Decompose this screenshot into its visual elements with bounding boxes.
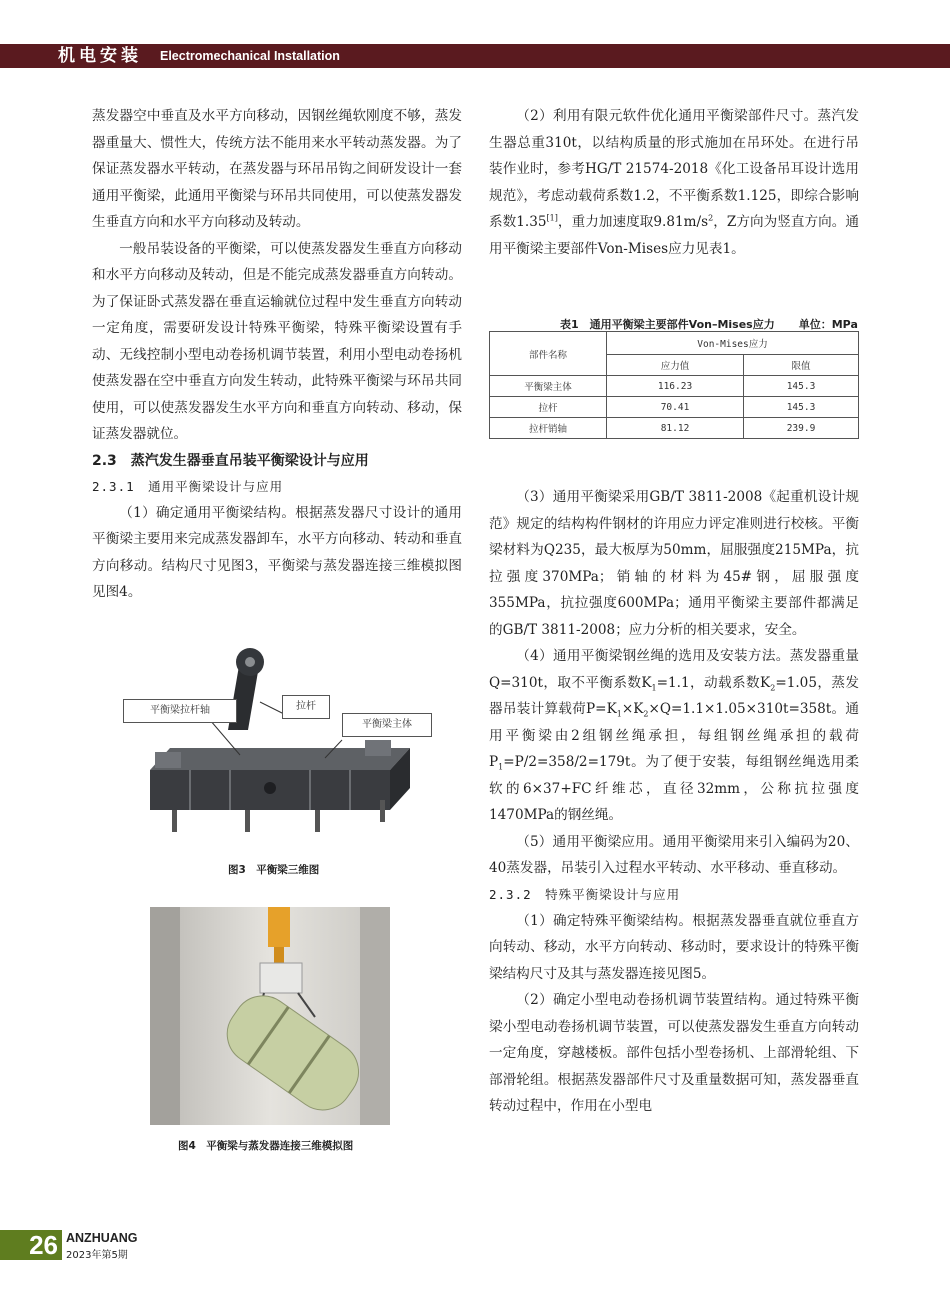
end-lug [365, 740, 391, 756]
text-run: （4）通用平衡梁钢丝绳的选用及安装方法。蒸发器重量Q=310t，取不平衡系数K [489, 648, 859, 691]
table-cell: 145.3 [744, 397, 859, 418]
paragraph: （2）确定小型电动卷扬机调节装置结构。通过特殊平衡梁小型电动卷扬机调节装置，可以使蒸发器发生垂直方向转动一定角度，穿越楼板。部件包括小型卷扬机、上部滑轮组、下部滑轮组。根据蒸发器部件尺寸及重量数据可知，蒸发器垂直转动过程中，作用在小型电 [489, 992, 859, 1114]
text-run: =1.1，动载系数K [656, 674, 771, 691]
table-cell: 81.12 [607, 418, 744, 439]
table-row [490, 376, 859, 397]
subsection-heading: 2.3.1 通用平衡梁设计与应用 [92, 478, 284, 494]
table-title: 表1 通用平衡梁主要部件Von–Mises应力 [560, 318, 775, 331]
subscript: 2 [770, 683, 776, 693]
label-beam-pin: 平衡梁拉杆轴 [123, 699, 237, 723]
crane-hook [268, 907, 290, 947]
subscript: 2 [643, 709, 649, 719]
right-column-bottom [489, 484, 859, 1120]
paragraph: （3）通用平衡梁采用GB/T 3811-2008《起重机设计规范》规定的结构构件钢材的许用应力评定准则进行校核。平衡梁材料为Q235，最大板厚为50mm，屈服强度215MPa，抗拉强度370MPa；销轴的材料为45#钢，屈服强度355MPa，抗拉强度600MPa；通用平衡梁主要部件都满足的GB/T 3811-2008；应力分析的相关要求，安全。 [489, 489, 859, 638]
table-header: 应力值 [607, 355, 744, 376]
table-cell: 239.9 [744, 418, 859, 439]
text-run: ，Z方向为竖直方向。通用平衡梁主要部件Von-Mises应力见表1。 [489, 214, 859, 257]
paragraph: （1）确定特殊平衡梁结构。根据蒸发器垂直就位垂直方向转动、移动，水平方向转动、移动时，要求设计的特殊平衡梁结构尺寸及其与蒸发器连接见图5。 [489, 912, 859, 982]
header-band [0, 44, 950, 68]
leg [172, 810, 177, 832]
balance-beam-figure [110, 640, 450, 840]
table-header: 部件名称 [490, 332, 607, 376]
table-cell: 拉杆 [490, 397, 607, 418]
paragraph: 蒸发器空中垂直及水平方向移动，因钢丝绳软刚度不够，蒸发器重量大、惯性大，传统方法不能用来水平转动蒸发器。为了保证蒸发器水平转动，在蒸发器与环吊吊钩之间研发设计一套通用平衡梁，此通用平衡梁与环吊共同使用，可以使蒸发器发生垂直方向和水平方向移动及转动。 [92, 108, 462, 230]
superscript: 2 [708, 213, 714, 223]
table-caption [560, 316, 860, 332]
paragraph: （5）通用平衡梁应用。通用平衡梁用来引入编码为20、40蒸发器，吊装引入过程水平转动、水平移动、垂直移动。 [489, 833, 859, 876]
citation: [1] [546, 213, 558, 223]
label-beam-body: 平衡梁主体 [342, 713, 432, 737]
table-cell: 70.41 [607, 397, 744, 418]
subscript: 1 [498, 762, 504, 772]
paragraph: 一般吊装设备的平衡梁，可以使蒸发器发生垂直方向移动和水平方向移动及转动，但是不能完成蒸发器垂直方向转动。为了保证卧式蒸发器在垂直运输就位过程中发生垂直方向转动一定角度，需要研发设计特殊平衡梁，特殊平衡梁设置有手动、无线控制小型电动卷扬机调节装置，利用小型电动卷扬机使蒸发器在空中垂直方向发生转动，此特殊平衡梁与环吊共同使用，可以使蒸发器发生水平方向和垂直方向转动、移动，保证蒸发器就位。 [92, 240, 462, 442]
table-row [490, 397, 859, 418]
balance-beam [260, 963, 302, 993]
text-run: （2）利用有限元软件优化通用平衡梁部件尺寸。蒸汽发生器总重310t，以结构质量的形式施加在吊环处。在进行吊装作业时，参考HG/T 21574-2018《化工设备吊耳设计选用规范》，考虑动载荷系数1.2，不平衡系数1.125，即综合影响系数1.35 [489, 108, 859, 230]
table-cell: 116.23 [607, 376, 744, 397]
section-title: 机电安装 [58, 46, 142, 66]
table-unit: 单位：MPa [798, 318, 858, 331]
subscript: 1 [616, 709, 622, 719]
pin-hole [264, 782, 276, 794]
paragraph: （1）确定通用平衡梁结构。根据蒸发器尺寸设计的通用平衡梁主要用来完成蒸发器卸车，水平方向移动、转动和垂直方向移动。结构尺寸见图3，平衡梁与蒸发器连接三维模拟图见图4。 [92, 504, 462, 600]
text-run: =1.05，蒸发器吊装计算载荷P=K [489, 674, 859, 717]
table-cell: 平衡梁主体 [490, 376, 607, 397]
wall-left [150, 907, 180, 1125]
table-header: Von-Mises应力 [607, 332, 859, 355]
table-header: 限值 [744, 355, 859, 376]
right-column-top [489, 103, 859, 262]
wall-right [360, 907, 390, 1125]
rod-eye-hole [245, 657, 255, 667]
paragraph [489, 103, 859, 262]
text-run: ，重力加速度取9.81m/s [557, 214, 709, 230]
page-number: 26 [0, 1230, 62, 1260]
leg [315, 810, 320, 832]
journal-name: ANZHUANG [66, 1231, 138, 1245]
figure-caption: 图3 平衡梁三维图 [228, 864, 320, 876]
subscript: 1 [651, 683, 657, 693]
table-cell: 拉杆销轴 [490, 418, 607, 439]
section-title-en: Electromechanical Installation [160, 49, 340, 63]
text-run: ×Q=1.1×1.05×310t=358t。通用平衡梁由2组钢丝绳承担，每组钢丝绳承担的载荷P [489, 701, 859, 770]
table-cell: 145.3 [744, 376, 859, 397]
leg [245, 810, 250, 832]
section-heading: 2.3 蒸汽发生器垂直吊装平衡梁设计与应用 [92, 452, 369, 469]
text-run: ×K [621, 701, 644, 717]
end-lug [155, 752, 181, 768]
left-column [92, 103, 462, 606]
table-row [490, 418, 859, 439]
stress-table [489, 331, 859, 439]
label-rod: 拉杆 [282, 695, 330, 719]
leg [380, 800, 385, 822]
hook-shank [274, 947, 284, 965]
text-run: =P/2=358/2=179t。为了便于安装，每组钢丝绳选用柔软的6×37+FC纤维芯，直径32mm，公称抗拉强度1470MPa的钢丝绳。 [489, 754, 859, 823]
paragraph [489, 643, 859, 829]
figure-caption: 图4 平衡梁与蒸发器连接三维模拟图 [178, 1140, 354, 1152]
subsection-heading: 2.3.2 特殊平衡梁设计与应用 [489, 886, 681, 902]
journal-issue: 2023年第5期 [66, 1250, 128, 1261]
lifting-simulation-figure [150, 907, 390, 1125]
